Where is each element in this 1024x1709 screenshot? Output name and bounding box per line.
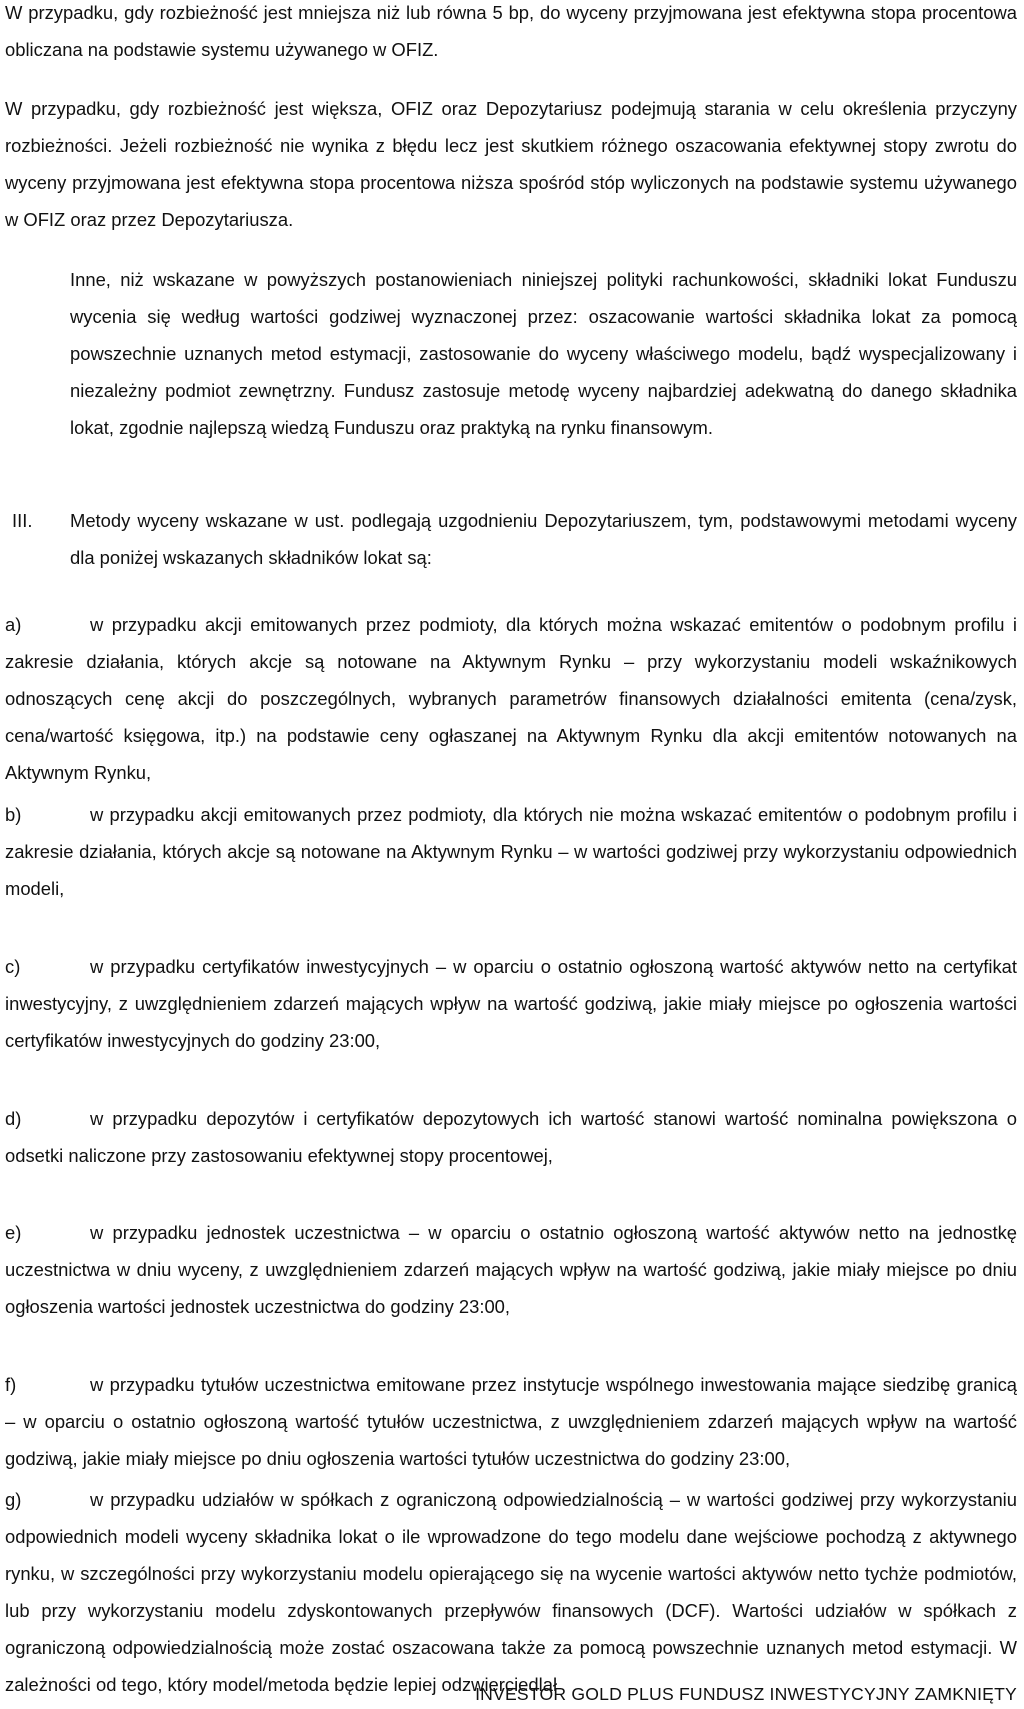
item-text-c: w przypadku certyfikatów inwestycyjnych – w oparciu o ostatnio ogłoszoną wartość aktywów netto na certyfikat inwestycyjny, z uwzględnieniem zdarzeń mających wpływ na wartość godziwą, jakie miały miejsce po ogłoszenia wartości certyfikatów inwestycyjnych do godziny 23:00, xyxy=(5,956,1017,1051)
section-iii-text: Metody wyceny wskazane w ust. podlegają uzgodnieniu Depozytariuszem, tym, podstawowymi metodami wyceny dla poniżej wskazanych składników lokat są: xyxy=(70,510,1017,568)
item-letter-f: f) xyxy=(5,1374,17,1395)
item-text-g: w przypadku udziałów w spółkach z ograniczoną odpowiedzialnością – w wartości godziwej przy wykorzystaniu odpowiednich modeli wyceny składnika lokat o ile wprowadzone do tego modelu dane wejściowe pochodzą z aktywnego rynku, w szczególności przy wykorzystaniu modelu opierającego się na wycenie wartości aktywów netto tychże podmiotów, lub przy wykorzystaniu modelu zdyskontowanych przepływów finansowych (DCF). Wartości udziałów w spółkach z ograniczoną odpowiedzialnością może zostać oszacowana także za pomocą powszechnie uznanych metod estymacji. W zależności od tego, który model/metoda będzie lepiej odzwierciedlał xyxy=(5,1489,1017,1695)
item-letter-a: a) xyxy=(5,614,22,635)
paragraph-inne-skladniki: Inne, niż wskazane w powyższych postanowieniach niniejszej polityki rachunkowości, składniki lokat Funduszu wycenia się według wartości godziwej wyznaczonej przez: oszacowanie wartości składnika lokat za pomocą powszechnie uznanych metod estymacji, zastosowanie do wyceny właściwego modelu, bądź wyspecjalizowany i niezależny podmiot zewnętrzny. Fundusz zastosuje metodę wyceny najbardziej adekwatną do danego składnika lokat, zgodnie najlepszą wiedzą Funduszu oraz praktyką na rynku finansowym. xyxy=(70,269,1017,438)
item-letter-e: e) xyxy=(5,1222,22,1243)
item-letter-c: c) xyxy=(5,956,21,977)
item-text-f: w przypadku tytułów uczestnictwa emitowane przez instytucje wspólnego inwestowania mające siedzibę granicą – w oparciu o ostatnio ogłoszoną wartość tytułów uczestnictwa, z uwzględnieniem zdarzeń mających wpływ na wartość godziwą, jakie miały miejsce po dniu ogłoszenia wartości tytułów uczestnictwa do godziny 23:00, xyxy=(5,1374,1017,1469)
footer-fund-name: INVESTOR GOLD PLUS FUNDUSZ INWESTYCYJNY ZAMKNIĘTY xyxy=(475,1684,1017,1704)
item-text-d: w przypadku depozytów i certyfikatów depozytowych ich wartość stanowi wartość nominalna powiększona o odsetki naliczone przy zastosowaniu efektywnej stopy procentowej, xyxy=(5,1108,1017,1166)
item-letter-b: b) xyxy=(5,804,22,825)
item-text-a: w przypadku akcji emitowanych przez podmioty, dla których można wskazać emitentów o podobnym profilu i zakresie działania, których akcje są notowane na Aktywnym Rynku – przy wykorzystaniu modeli wskaźnikowych odnoszących cenę akcji do poszczególnych, wybranych parametrów finansowych działalności emitenta (cena/zysk, cena/wartość księgowa, itp.) na podstawie ceny ogłaszanej na Aktywnym Rynku dla akcji emitentów notowanych na Aktywnym Rynku, xyxy=(5,614,1017,783)
item-letter-d: d) xyxy=(5,1108,22,1129)
section-number: III. xyxy=(12,510,33,531)
paragraph-rozbieznosc-mniejsza: W przypadku, gdy rozbieżność jest mniejsza niż lub równa 5 bp, do wyceny przyjmowana jest efektywna stopa procentowa obliczana na podstawie systemu używanego w OFIZ. xyxy=(5,2,1017,60)
item-text-b: w przypadku akcji emitowanych przez podmioty, dla których nie można wskazać emitentów o podobnym profilu i zakresie działania, których akcje są notowane na Aktywnym Rynku – w wartości godziwej przy wykorzystaniu odpowiednich modeli, xyxy=(5,804,1017,899)
item-letter-g: g) xyxy=(5,1489,22,1510)
paragraph-rozbieznosc-wieksza: W przypadku, gdy rozbieżność jest większa, OFIZ oraz Depozytariusz podejmują starania w celu określenia przyczyny rozbieżności. Jeżeli rozbieżność nie wynika z błędu lecz jest skutkiem różnego oszacowania efektywnej stopy zwrotu do wyceny przyjmowana jest efektywna stopa procentowa niższa spośród stóp wyliczonych na podstawie systemu używanego w OFIZ oraz przez Depozytariusza. xyxy=(5,98,1017,230)
item-text-e: w przypadku jednostek uczestnictwa – w oparciu o ostatnio ogłoszoną wartość aktywów netto na jednostkę uczestnictwa w dniu wyceny, z uwzględnieniem zdarzeń mających wpływ na wartość godziwą, jakie miały miejsce po dniu ogłoszenia wartości jednostek uczestnictwa do godziny 23:00, xyxy=(5,1222,1017,1317)
